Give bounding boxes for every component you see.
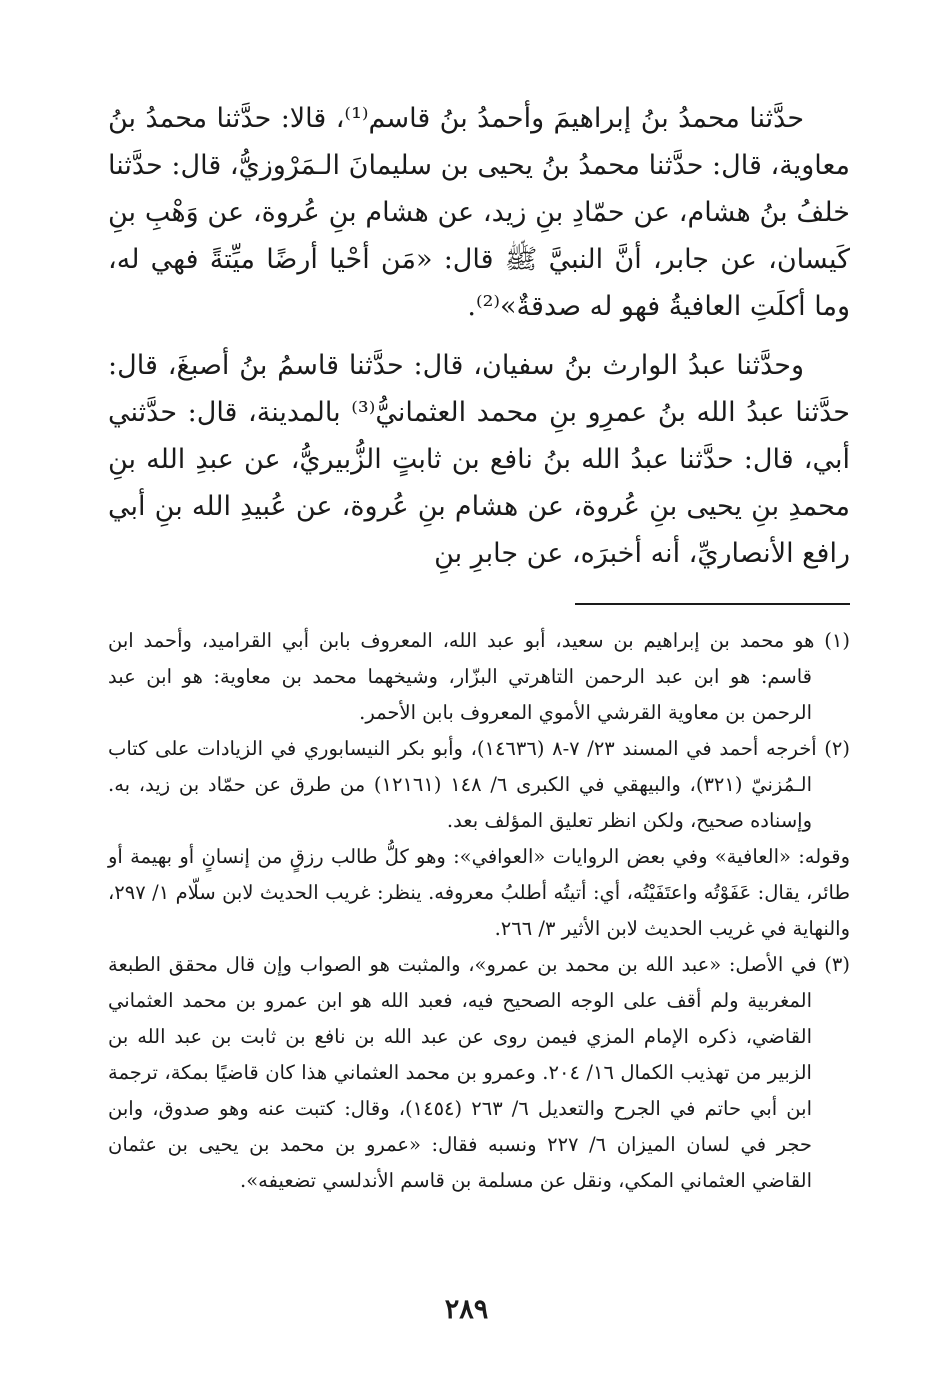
footnote-3: (٣) في الأصل: «عبد الله بن محمد بن عمرو»، والمثبت هو الصواب وإن قال محقق الطبعة المغربية ولم أقف على الوجه الصحيح فيه، فعبد الله هو ابن عمرو بن محمد العثماني القاضي، ذكره الإمام المزي فيمن روى عن عبد الله بن نافع بن ثابت بن عبد الله بن الزبير من تهذيب الكمال ١٦/ ٢٠٤. وعمرو بن محمد العثماني هذا كان قاضيًا بمكة، ترجمة ابن أبي حاتم في الجرح والتعديل ٦/ ٢٦٣ (١٤٥٤)، وقال: كتبت عنه وهو صدوق، وابن حجر في لسان الميزان ٦/ ٢٢٧ ونسبه فقال: «عمرو بن محمد بن يحيى بن عثمان القاضي العثماني المكي، ونقل عن مسلمة بن قاسم الأندلسي تضعيفه». — [108, 953, 850, 1192]
document-page — [108, 95, 850, 1199]
footnote-2: (٢) أخرجه أحمد في المسند ٢٣/ ٧-٨ (١٤٦٣٦)، وأبو بكر النيسابوري في الزيادات على كتاب الـمُزنيّ (٣٢١)، والبيهقي في الكبرى ٦/ ١٤٨ (١٢١٦١) من طرق عن حمّاد بن زيد، به. وإسناده صحيح، ولكن انظر تعليق المؤلف بعد. — [108, 737, 850, 832]
page-number: ٢٨٩ — [444, 1294, 489, 1325]
main-paragraph-1: حدَّثنا محمدُ بنُ إبراهيمَ وأحمدُ بنُ قاسم⁽¹⁾، قالا: حدَّثنا محمدُ بنُ معاوية، قال: حدَّثنا محمدُ بنُ يحيى بن سليمانَ الـمَرْوزيُّ، قال: حدَّثنا خلفُ بنُ هشام، عن حمّادِ بنِ زيد، عن هشام بنِ عُروة، عن وَهْبِ بنِ كَيسان، عن جابر، أنَّ النبيَّ ﷺ قال: «مَن أحْيا أرضًا ميِّتةً فهي له، وما أكلَتِ العافيةُ فهو له صدقةٌ»⁽²⁾. — [108, 103, 850, 322]
footnote-2-continuation: وقوله: «العافية» وفي بعض الروايات «العوافي»: وهو كلُّ طالب رزقٍ من إنسانٍ أو بهيمة أو طائر، يقال: عَفَوْتُه واعتَفَيْتُه، أي: أتيتُه أطلبُ معروفه. ينظر: غريب الحديث لابن سلّام ١/ ٢٩٧، والنهاية في غريب الحديث لابن الأثير ٣/ ٢٦٦. — [108, 845, 850, 940]
footnotes — [108, 623, 850, 1199]
main-paragraph-2: وحدَّثنا عبدُ الوارث بنُ سفيان، قال: حدَّثنا قاسمُ بنُ أصبغَ، قال: حدَّثنا عبدُ الله بنُ عمرِو بنِ محمد العثمانيُّ⁽³⁾ بالمدينة، قال: حدَّثني أبي، قال: حدَّثنا عبدُ الله بنُ نافع بن ثابتٍ الزُّبيريُّ، عن عبدِ الله بنِ محمدِ بنِ يحيى بنِ عُروة، عن هشام بنِ عُروة، عن عُبيدِ الله بنِ أبي رافع الأنصاريِّ، أنه أخبرَه، عن جابرِ بنِ — [108, 350, 850, 569]
footnote-1: (١) هو محمد بن إبراهيم بن سعيد، أبو عبد الله، المعروف بابن أبي القراميد، وأحمد ابن قاسم: هو ابن عبد الرحمن التاهرتي البزّار، وشيخهما محمد بن معاوية: هو ابن عبد الرحمن بن معاوية القرشي الأموي المعروف بابن الأحمر. — [108, 629, 850, 724]
main-text — [108, 95, 850, 577]
footnote-separator — [575, 603, 850, 605]
